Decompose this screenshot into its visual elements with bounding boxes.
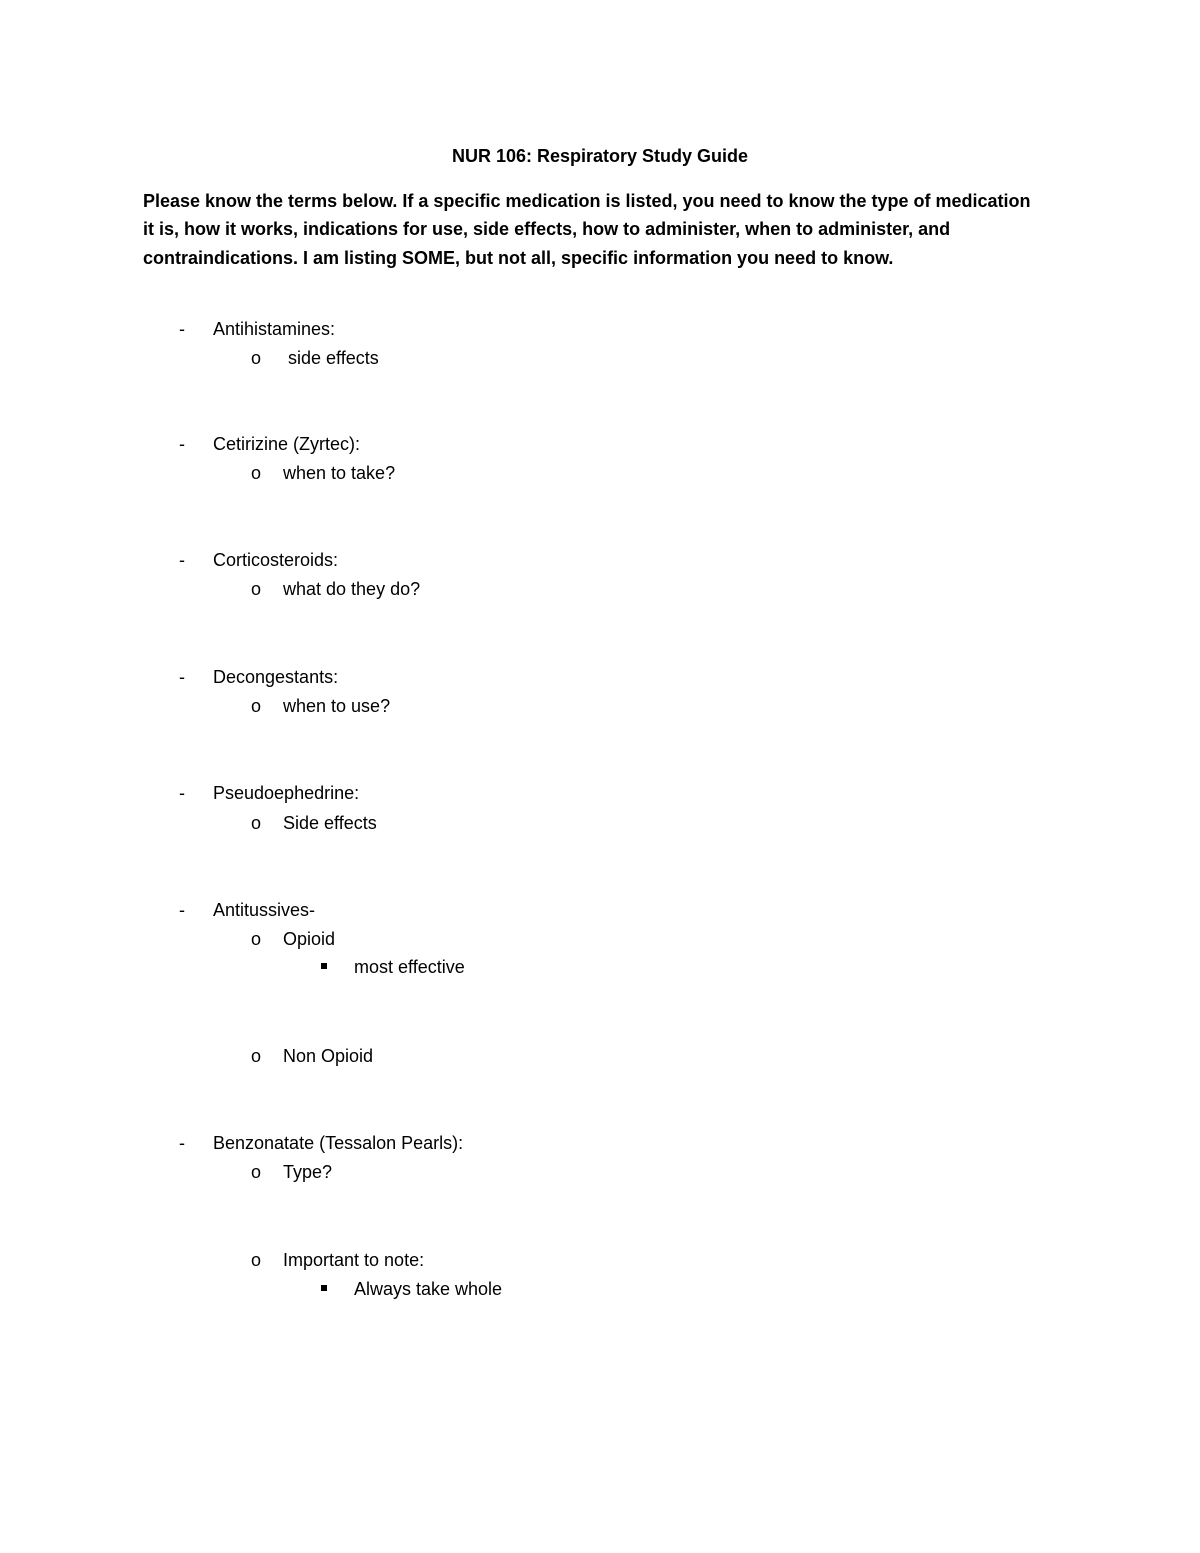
subitem-always-take-whole: Always take whole <box>354 1279 503 1299</box>
subitem-antihistamines-side-effects: side effects <box>288 348 379 368</box>
subitem-corticosteroids-what-do-they-do: what do they do? <box>283 579 421 599</box>
circle-bullet: o <box>250 1250 261 1270</box>
circle-bullet: o <box>250 1162 261 1182</box>
circle-bullet: o <box>250 929 261 949</box>
subitem-non-opioid: Non Opioid <box>283 1046 374 1066</box>
circle-bullet: o <box>250 1046 261 1066</box>
term-corticosteroids: Corticosteroids: <box>213 550 339 570</box>
dash-bullet: - <box>179 783 185 803</box>
dash-bullet: - <box>179 1133 185 1153</box>
subitem-opioid-most-effective: most effective <box>354 957 465 977</box>
dash-bullet: - <box>179 550 185 570</box>
document-title: NUR 106: Respiratory Study Guide <box>451 146 749 166</box>
term-pseudoephedrine: Pseudoephedrine: <box>213 783 360 803</box>
term-antihistamines: Antihistamines: <box>213 319 336 339</box>
dash-bullet: - <box>179 434 185 454</box>
term-antitussives: Antitussives- <box>213 900 316 920</box>
dash-bullet: - <box>179 667 185 687</box>
circle-bullet: o <box>250 463 261 483</box>
subitem-important-to-note: Important to note: <box>283 1250 425 1270</box>
subitem-benzonatate-type: Type? <box>283 1162 333 1182</box>
dash-bullet: - <box>179 900 185 920</box>
term-decongestants: Decongestants: <box>213 667 339 687</box>
circle-bullet: o <box>250 348 261 368</box>
subitem-cetirizine-when-to-take: when to take? <box>283 463 396 483</box>
term-benzonatate: Benzonatate (Tessalon Pearls): <box>213 1133 464 1153</box>
circle-bullet: o <box>250 579 261 599</box>
circle-bullet: o <box>250 696 261 716</box>
circle-bullet: o <box>250 813 261 833</box>
dash-bullet: - <box>179 319 185 339</box>
subitem-decongestants-when-to-use: when to use? <box>283 696 391 716</box>
instructions-paragraph: Please know the terms below. If a specific medication is listed, you need to know the type of medication it is, how it works, indications for use, side effects, how to administer, when to administer, and contraindications. I am listing SOME, but not all, specific information you need to know. <box>143 191 1031 268</box>
subitem-opioid: Opioid <box>283 929 336 949</box>
square-bullet-icon <box>321 963 327 969</box>
subitem-pseudoephedrine-side-effects: Side effects <box>283 813 377 833</box>
square-bullet-icon <box>321 1285 327 1291</box>
term-cetirizine: Cetirizine (Zyrtec): <box>213 434 361 454</box>
